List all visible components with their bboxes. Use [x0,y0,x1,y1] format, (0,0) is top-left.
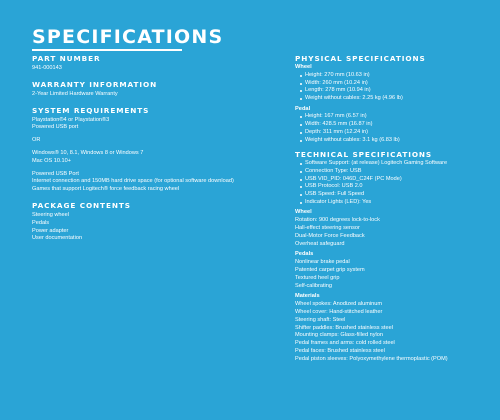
technical-wheel-line: Rotation: 900 degrees lock-to-lock [295,217,380,224]
sysreq-line: Powered USB port [32,124,79,131]
technical-materials-line: Shifter paddles: Brushed stainless steel [295,324,393,331]
technical-materials-line: Wheel spokes: Anodized aluminum [295,301,383,308]
technical-materials-line: Pedal piston sleeves: Polyoxymethylene thermoplastic (POM) [295,355,448,362]
sysreq-line: Mac OS 10.10+ [32,157,72,164]
technical-pedals-line: Self-calibrating [295,282,332,289]
technical-specifications-section [295,150,495,363]
sysreq-line: Playstation®4 or Playstation®3 [32,116,110,123]
warranty-heading: WARRANTY INFORMATION [32,79,158,89]
physical-pedal-list [295,113,495,144]
list-item: Length: 278 mm (10.94 in) [305,87,495,95]
technical-materials-line: Wheel cover: Hand-stitched leather [295,309,383,315]
technical-wheel-line: Overheat safeguard [295,240,345,247]
sysreq-or: OR [32,137,41,144]
package-item: Pedals [32,219,50,226]
list-item: Height: 167 mm (6.57 in) [305,113,495,121]
sysreq-line: Internet connection and 150MB hard drive space (for optional software download) [32,178,234,185]
sysreq-line: Windows® 10, 8.1, Windows 8 or Windows 7 [32,149,144,156]
physical-wheel-list [295,72,495,103]
technical-materials-label: Materials [295,293,320,300]
list-item: Width: 428.5 mm (16.87 in) [305,121,495,129]
physical-specifications-section [295,54,495,144]
page-title: SPECIFICATIONS [32,26,224,48]
part-number-value: 941-000143 [32,65,62,71]
physical-wheel-label: Wheel [295,64,312,70]
physical-pedal-label: Pedal [295,105,311,112]
list-item: Connection Type: USB [305,168,495,176]
technical-materials-line: Mounting clamps: Glass-filled nylon [295,332,383,339]
list-item: USB Speed: Full Speed [305,191,495,199]
warranty-value: 2-Year Limited Hardware Warranty [32,90,118,97]
technical-wheel-line: Hall-effect steering sensor [295,225,360,232]
technical-specifications-heading: TECHNICAL SPECIFICATIONS [295,150,433,160]
technical-pedals-label: Pedals [295,251,314,258]
sysreq-line: Games that support Logitech® force feedback racing wheel [32,186,180,193]
list-item: Width: 260 mm (10.24 in) [305,80,495,88]
system-requirements-heading: SYSTEM REQUIREMENTS [32,105,150,115]
technical-materials-line: Pedal faces: Brushed stainless steel [295,347,385,354]
list-item: Weight without cables: 3.1 kg (6.83 lb) [305,137,495,145]
list-item: Indicator Lights (LED): Yes [305,199,495,207]
list-item: Software Support: (at release) Logitech Gaming Software [305,160,495,168]
list-item: Height: 270 mm (10.63 in) [305,72,495,80]
package-item: User documentation [32,235,83,242]
package-item: Power adapter [32,227,69,234]
system-requirements-section [32,106,272,194]
list-item: USB Protocol: USB 2.0 [305,183,495,191]
technical-pedals-line: Nonlinear brake pedal [295,259,350,266]
technical-pedals-line: Patented carpet grip system [295,267,365,274]
right-column [295,54,495,364]
list-item: Depth: 311 mm (12.24 in) [305,129,495,137]
title-underline [32,49,182,51]
technical-wheel-line: Dual-Motor Force Feedback [295,232,365,239]
package-contents-section [32,201,272,243]
part-number-section [32,54,272,73]
technical-materials-line: Pedal frames and arms: cold rolled steel [295,340,395,347]
sysreq-line: Powered USB Port [32,170,79,177]
technical-materials-line: Steering shaft: Steel [295,316,346,323]
package-item: Steering wheel [32,211,70,218]
list-item: USB VID_PID: 046D_C24F (PC Mode) [305,176,495,184]
left-column [32,54,272,243]
technical-wheel-label: Wheel [295,209,312,216]
technical-pedals-line: Textured heel grip [295,274,340,281]
physical-specifications-heading: PHYSICAL SPECIFICATIONS [295,54,426,63]
list-item: Weight without cables: 2.25 kg (4.96 lb) [305,95,495,103]
technical-bullet-list [295,160,495,206]
warranty-section [32,80,272,99]
package-contents-heading: PACKAGE CONTENTS [32,200,131,210]
part-number-heading: PART NUMBER [32,54,101,63]
